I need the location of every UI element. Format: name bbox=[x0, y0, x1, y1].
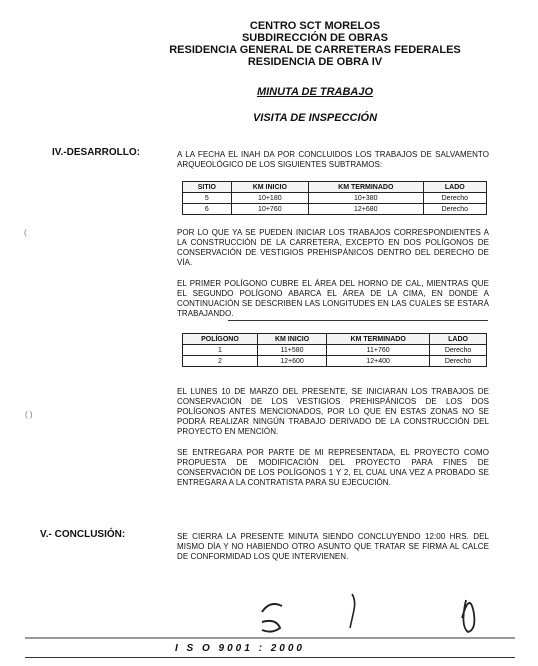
table-cell: 12+680 bbox=[308, 204, 423, 215]
table-header-cell: LADO bbox=[423, 182, 486, 193]
table-header-cell: POLÍGONO bbox=[183, 334, 258, 345]
table-row bbox=[183, 356, 487, 367]
table-cell: 12+600 bbox=[257, 356, 326, 367]
table-header-row bbox=[183, 334, 487, 345]
table-cell: Derecho bbox=[430, 356, 487, 367]
scan-artifact: ( bbox=[24, 228, 27, 237]
table-header-cell: KM TERMINADO bbox=[308, 182, 423, 193]
table-row bbox=[183, 193, 487, 204]
table-poligonos bbox=[182, 333, 487, 367]
table-row bbox=[183, 204, 487, 215]
table-cell: 2 bbox=[183, 356, 258, 367]
footer-bottom-rule bbox=[25, 657, 515, 658]
section-conclusion-label: V.- CONCLUSIÓN: bbox=[40, 529, 126, 540]
table-cell: 5 bbox=[183, 193, 232, 204]
table-cell: Derecho bbox=[423, 204, 486, 215]
signature-stroke bbox=[262, 604, 282, 632]
paragraph-poligonos: EL PRIMER POLÍGONO CUBRE EL ÁREA DEL HORNO DE CAL, MIENTRAS QUE EL SEGUNDO POLÍGONO ABARCA EL ÁREA DE LA CIMA, EN DONDE A CONTINUACIÓN SE DESCRIBEN LAS LONGITUDES EN LAS CUALES SE ESTARÁ TRABAJANDO. bbox=[177, 279, 489, 318]
paragraph-lunes-10-marzo: EL LUNES 10 DE MARZO DEL PRESENTE, SE INICIARAN LOS TRABAJOS DE CONSERVACIÓN DE LOS VESTIGIOS PREHISPÁNICOS DE LOS DOS POLÍGONOS ANTES MENCIONADOS, POR LO QUE EN ESTAS ZONAS NO SE PODRÁ REALIZAR NINGÚN TRABAJO DERIVADO DE LA CONSTRUCCIÓN DEL PROYECTO EN MENCIÓN. bbox=[177, 387, 489, 436]
table-cell: 10+380 bbox=[308, 193, 423, 204]
paragraph-inicio-trabajos: POR LO QUE YA SE PUEDEN INICIAR LOS TRABAJOS CORRESPONDIENTES A LA CONSTRUCCIÓN DE LA CARRETERA, EXCEPTO EN DOS POLÍGONOS DE CONSERVACIÓN DE VESTIGIOS PREHISPÁNICOS DENTRO DEL DERECHO DE VÍA. bbox=[177, 228, 489, 267]
table-header-cell: LADO bbox=[430, 334, 487, 345]
signature-stroke bbox=[462, 600, 474, 632]
section-desarrollo-label: IV.-DESARROLLO: bbox=[52, 147, 140, 158]
signature-stroke bbox=[350, 594, 355, 628]
table-row bbox=[183, 345, 487, 356]
table-header-cell: SITIO bbox=[183, 182, 232, 193]
table-header-cell: KM TERMINADO bbox=[327, 334, 430, 345]
table-header-cell: KM INICIO bbox=[231, 182, 308, 193]
header-subdireccion: SUBDIRECCIÓN DE OBRAS bbox=[241, 32, 389, 44]
title-visita: VISITA DE INSPECCIÓN bbox=[252, 112, 378, 124]
table-header-cell: KM INICIO bbox=[257, 334, 326, 345]
table-cell: Derecho bbox=[423, 193, 486, 204]
scan-artifact: ( ) bbox=[25, 410, 33, 419]
table-cell: Derecho bbox=[430, 345, 487, 356]
header-residencia-general: RESIDENCIA GENERAL DE CARRETERAS FEDERALES bbox=[169, 44, 461, 56]
divider bbox=[228, 320, 488, 321]
paragraph-conclusion: SE CIERRA LA PRESENTE MINUTA SIENDO CONCLUYENDO 12:00 HRS. DEL MISMO DÍA Y NO HABIENDO OTRO ASUNTO QUE TRATAR SE FIRMA AL CALCE DE CONFORMIDAD LOS QUE INTERVIENEN. bbox=[177, 532, 489, 561]
table-cell: 11+580 bbox=[257, 345, 326, 356]
paragraph-entrega-proyecto: SE ENTREGARA POR PARTE DE MI REPRESENTADA, EL PROYECTO COMO PROPUESTA DE MODIFICACIÓN DEL PROYECTO PARA FINES DE CONSERVACIÓN DE LOS POLÍGONOS 1 Y 2, EL CUAL UNA VEZ A PROBADO SE ENTREGARA A LA CONTRATISTA PARA SU EJECUCIÓN. bbox=[177, 448, 489, 487]
table-cell: 1 bbox=[183, 345, 258, 356]
table-cell: 12+400 bbox=[327, 356, 430, 367]
table-sitios bbox=[182, 181, 487, 215]
header-residencia-obra: RESIDENCIA DE OBRA IV bbox=[247, 56, 383, 68]
footer-iso: I S O 9001 : 2000 bbox=[175, 643, 305, 654]
paragraph-inah: A LA FECHA EL INAH DA POR CONCLUIDOS LOS TRABAJOS DE SALVAMENTO ARQUEOLÓGICO DE LOS SIGUIENTES SUBTRAMOS: bbox=[177, 150, 489, 169]
table-cell: 10+760 bbox=[231, 204, 308, 215]
table-cell: 10+180 bbox=[231, 193, 308, 204]
table-cell: 6 bbox=[183, 204, 232, 215]
table-header-row bbox=[183, 182, 487, 193]
title-minuta: MINUTA DE TRABAJO bbox=[256, 86, 374, 98]
header-center: CENTRO SCT MORELOS bbox=[249, 20, 381, 32]
table-cell: 11+760 bbox=[327, 345, 430, 356]
